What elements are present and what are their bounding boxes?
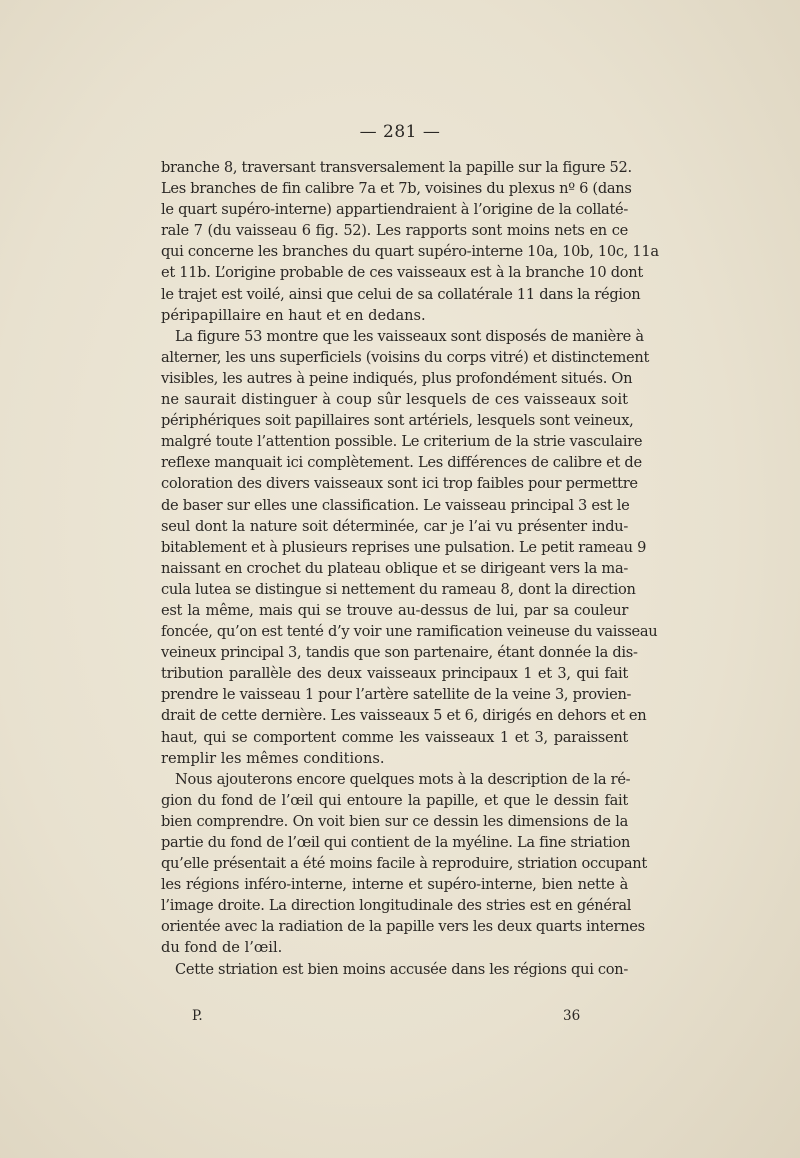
text-line: prendre le vaisseau 1 pour l’artère satellite de la veine 3, provien- (161, 686, 632, 704)
text-line: et 11b. L’origine probable de ces vaisseaux est à la branche 10 dont (161, 264, 643, 282)
text-line: foncée, qu’on est tenté d’y voir une ramification veineuse du vaisseau (161, 623, 658, 641)
text-line: Nous ajouterons encore quelques mots à la description de la ré- (175, 770, 631, 788)
text-line: le trajet est voilé, ainsi que celui de sa collatérale 11 dans la région (161, 285, 641, 303)
text-line: veineux principal 3, tandis que son partenaire, étant donnée la dis- (161, 644, 638, 662)
text-line: qui concerne les branches du quart supéro-interne 10a, 10b, 10c, 11a (161, 243, 659, 261)
text-line: tribution parallèle des deux vaisseaux principaux 1 et 3, qui fait (161, 665, 628, 683)
text-line: le quart supéro-interne) appartiendraient à l’origine de la collaté- (161, 201, 628, 219)
text-line: partie du fond de l’œil qui contient de la myéline. La fine striation (161, 834, 631, 851)
text-line: orientée avec la radiation de la papille vers les deux quarts internes (161, 918, 645, 936)
text-line: gion du fond de l’œil qui entoure la papille, et que le dessin fait (161, 791, 628, 809)
text-line: est la même, mais qui se trouve au-dessus de lui, par sa couleur (161, 601, 628, 619)
text-line: alterner, les uns superficiels (voisins du corps vitré) et distinctement (161, 348, 650, 366)
body-text (161, 157, 659, 980)
signature-mark: P. (192, 1008, 203, 1024)
text-line: coloration des divers vaisseaux sont ici trop faibles pour permettre (161, 475, 638, 493)
text-line: rale 7 (du vaisseau 6 fig. 52). Les rapports sont moins nets en ce (161, 222, 628, 240)
text-line: du fond de l’œil. (161, 939, 283, 957)
text-line: remplir les mêmes conditions. (161, 749, 385, 767)
text-line: naissant en crochet du plateau oblique et se dirigeant vers la ma- (161, 559, 628, 577)
page-number: — 281 — (359, 122, 441, 142)
text-line: branche 8, traversant transversalement la papille sur la figure 52. (161, 159, 632, 176)
text-line: les régions inféro-interne, interne et supéro-interne, bien nette à (161, 876, 628, 894)
text-line: seul dont la nature soit déterminée, car je l’ai vu présenter indu- (161, 517, 628, 535)
text-line: reflexe manquait ici complètement. Les différences de calibre et de (161, 454, 642, 472)
text-line: périphériques soit papillaires sont artériels, lesquels sont veineux, (161, 412, 634, 430)
text-line: bien comprendre. On voit bien sur ce dessin les dimensions de la (161, 812, 628, 830)
text-line: l’image droite. La direction longitudinale des stries est en général (161, 897, 632, 915)
text-line: haut, qui se comportent comme les vaisseaux 1 et 3, paraissent (161, 728, 628, 746)
text-line: qu’elle présentait a été moins facile à reproduire, striation occupant (161, 855, 647, 873)
text-line: péripapillaire en haut et en dedans. (161, 306, 426, 324)
text-line: Cette striation est bien moins accusée dans les régions qui con- (175, 960, 628, 978)
text-line: ne saurait distinguer à coup sûr lesquels de ces vaisseaux soit (161, 391, 628, 409)
text-line: malgré toute l’attention possible. Le criterium de la strie vasculaire (161, 433, 643, 451)
text-line: cula lutea se distingue si nettement du rameau 8, dont la direction (161, 580, 636, 598)
text-line: de baser sur elles une classification. Le vaisseau principal 3 est le (161, 496, 630, 514)
text-line: visibles, les autres à peine indiqués, plus profondément situés. On (161, 369, 633, 387)
text-line: drait de cette dernière. Les vaisseaux 5 et 6, dirigés en dehors et en (161, 707, 647, 725)
text-line: bitablement et à plusieurs reprises une pulsation. Le petit rameau 9 (161, 538, 647, 556)
text-line: La figure 53 montre que les vaisseaux sont disposés de manière à (175, 327, 644, 345)
text-line: Les branches de fin calibre 7a et 7b, voisines du plexus nº 6 (dans (161, 180, 632, 198)
sheet-number: 36 (563, 1008, 581, 1024)
